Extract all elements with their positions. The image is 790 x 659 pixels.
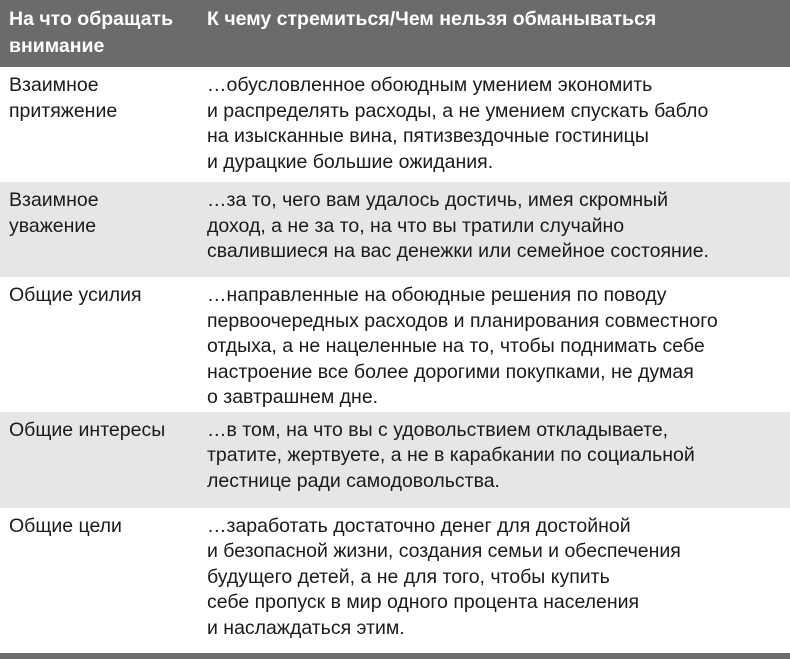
text-line: настроение все более дорогими покупками, не думая: [207, 360, 694, 383]
table-row: [0, 412, 790, 508]
row-text: [198, 73, 790, 181]
text-line: и наслаждаться этим.: [207, 616, 405, 639]
table-row: [0, 277, 790, 412]
row-label: [0, 188, 198, 276]
label-line: Взаимное: [9, 189, 99, 211]
text-line: первоочередных расходов и планирования совместного: [207, 309, 718, 332]
text-line: …направленные на обоюдные решения по поводу: [207, 284, 667, 306]
label-line: уважение: [9, 214, 97, 237]
header-text: На что обращать: [9, 8, 174, 30]
label-line: Взаимное: [9, 74, 99, 96]
text-line: свалившиеся на вас денежки или семейное состояние.: [207, 240, 709, 262]
text-line: на изысканные вина, пятизвездочные гостиницы: [207, 125, 649, 147]
text-line: …в том, на что вы с удовольствием откладываете,: [207, 418, 669, 441]
text-line: и безопасной жизни, создания семьи и обеспечения: [207, 540, 681, 562]
row-text: [198, 283, 790, 411]
text-line: тратите, жертвуете, а не в карабкании по социальной: [207, 444, 695, 466]
row-text: [198, 514, 790, 652]
header-col1: [0, 6, 198, 67]
label-line: притяжение: [9, 99, 118, 122]
text-line: …обусловленное обоюдным умением экономить: [207, 74, 653, 96]
text-line: о завтрашнем дне.: [207, 386, 379, 408]
text-line: доход, а не за то, на что вы тратили случайно: [207, 214, 625, 237]
table-row: [0, 67, 790, 182]
text-line: будущего детей, а не для того, чтобы купить: [207, 565, 610, 588]
table-row: [0, 508, 790, 653]
header-text: К чему стремиться/Чем нельзя обманываться: [207, 8, 657, 30]
row-label: [0, 283, 198, 411]
text-line: лестнице ради самодовольства.: [207, 469, 500, 492]
text-line: …заработать достаточно денег для достойной: [207, 514, 631, 537]
table-row: [0, 182, 790, 277]
row-label: [0, 73, 198, 181]
text-line: и распределять расходы, а не умением спускать бабло: [207, 99, 709, 122]
row-label: [0, 418, 198, 507]
header-col2: [198, 6, 790, 67]
text-line: и дурацкие большие ожидания.: [207, 150, 494, 173]
row-label: [0, 514, 198, 652]
table-header: [0, 0, 790, 67]
label-line: Общие интересы: [9, 418, 166, 441]
row-text: [198, 188, 790, 276]
text-line: …за то, чего вам удалось достичь, имея скромный: [207, 189, 669, 211]
label-line: Общие цели: [9, 514, 122, 537]
header-text: внимание: [9, 35, 105, 57]
text-line: себе пропуск в мир одного процента населения: [207, 591, 640, 613]
row-text: [198, 418, 790, 507]
text-line: отдыха, а не нацеленные на то, чтобы поднимать себе: [207, 335, 705, 357]
label-line: Общие усилия: [9, 284, 142, 306]
